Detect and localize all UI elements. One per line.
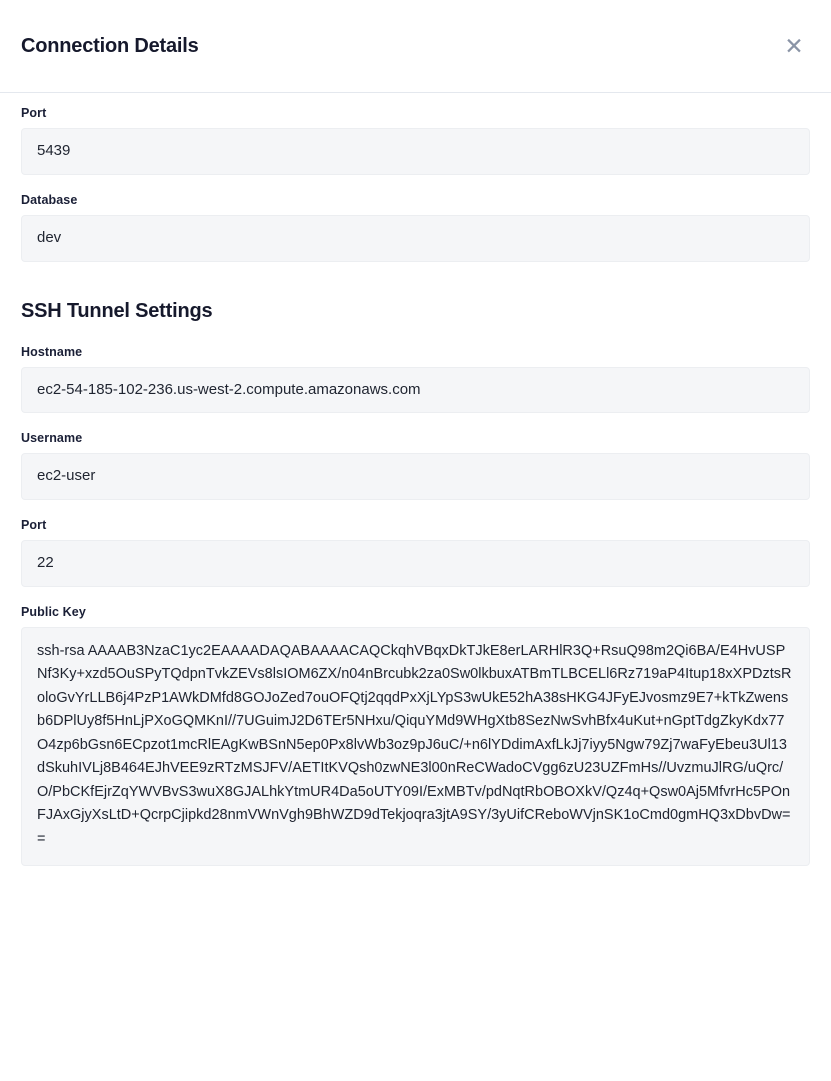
field-label-ssh-hostname: Hostname xyxy=(21,344,83,359)
field-port xyxy=(21,106,810,175)
field-value-ssh-username[interactable]: ec2-user xyxy=(21,453,810,500)
page-title: Connection Details xyxy=(21,34,199,57)
field-value-ssh-port[interactable]: 22 xyxy=(21,540,810,587)
field-ssh-hostname xyxy=(21,345,810,414)
field-public-key xyxy=(21,605,810,866)
field-label-ssh-username: Username xyxy=(21,431,83,446)
field-label-port: Port xyxy=(21,106,47,120)
field-value-database[interactable]: dev xyxy=(21,215,810,262)
field-value-public-key[interactable]: ssh-rsa AAAAB3NzaC1yc2EAAAADAQABAAAACAQCkqhVBqxDkTJkE8erLARHlR3Q+RsuQ98m2Qi6BA/E4HvUSPNf3Ky+xzd5OuSPyTQdpnTvkZEVs8lsIOM6ZX/n04nBrcubk2za0Sw0lkbuxATBmTLBCELl6Rz719aP4Itup18xXPDztsRoloGvYrLLB6j4PzP1AWkDMfd8GOJoZed7ouOFQtj2qqdPxXjLYpS3wUkE52hA38sHKG4JFyEJvosmz9E7+kTkZwensb6DPlUy8f5HnLjPXoGQMKnI//7UGuimJ2D6TEr5NHxu/QiquYMd9WHgXtb8SezNwSvhBfx4uKut+nGptTdgZkyKdx77O4zp6bGsn6ECpzot1mcRlEAgKwBSnN5ep0Px8lvWb3oz9pJ6uC/+n6lYDdimAxfLkJj7iyy5Ngw79Zj7waFyEbeu3Ul13dSkuhIVLj8B464EJhVEE9zRTzMSJFV/AETItKVQsh0zwNE3l00nReCWadoCVgg6zU23UZFmHs//UvzmuJlRG/uQrc/O/PbCKfEjrZqYWVBvS3wuX8GJALhkYtmUR4Da5oUTY09I/ExMBTv/pdNqtRbOBOXkV/Qz4q+Qsw0Aj5MfvrHc5POnFJAxGjyXsLtD+QcrpCjipkd28nmVWnVgh9BhWZD9dTekjoqra3jtA9SY/3yUifCReboWVjnSK1oCmd0gmHQ3xDbvDw== xyxy=(21,627,810,866)
field-value-ssh-hostname[interactable]: ec2-54-185-102-236.us-west-2.compute.amazonaws.com xyxy=(21,367,810,414)
modal-body[interactable] xyxy=(0,93,831,1081)
field-label-public-key: Public Key xyxy=(21,604,86,619)
close-icon[interactable]: ✕ xyxy=(779,31,809,61)
field-ssh-username xyxy=(21,431,810,500)
field-ssh-port xyxy=(21,518,810,587)
field-label-ssh-port: Port xyxy=(21,518,47,532)
section-title-ssh-tunnel-settings: SSH Tunnel Settings xyxy=(21,299,213,322)
field-database xyxy=(21,193,810,262)
field-value-port[interactable]: 5439 xyxy=(21,128,810,175)
modal-header xyxy=(0,0,831,93)
field-label-database: Database xyxy=(21,192,78,207)
